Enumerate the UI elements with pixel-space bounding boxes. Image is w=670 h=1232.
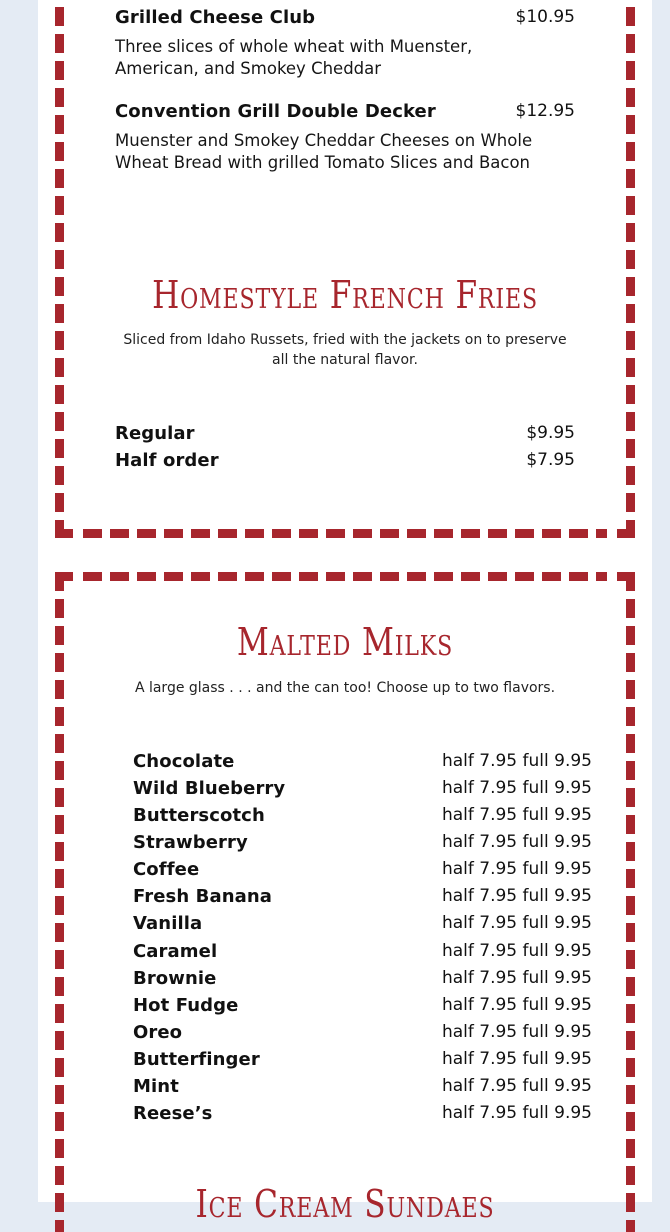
card-corner bbox=[617, 572, 635, 590]
menu-item-row bbox=[133, 913, 592, 940]
menu-item-price: $7.95 bbox=[526, 450, 575, 470]
next-section-title: Ice Cream Sundaes bbox=[195, 1182, 495, 1226]
menu-item-description: Muenster and Smokey Cheddar Cheeses on Whole Wheat Bread with grilled Tomato Slices and Bacon bbox=[115, 131, 533, 172]
menu-item-name: Hot Fudge bbox=[133, 995, 239, 1016]
menu-item-price: half 7.95 full 9.95 bbox=[441, 751, 592, 771]
menu-item-name: Coffee bbox=[133, 859, 200, 880]
menu-item-price: half 7.95 full 9.95 bbox=[441, 832, 592, 852]
menu-item-name: Butterscotch bbox=[133, 805, 265, 826]
menu-item-name: Butterfinger bbox=[133, 1049, 260, 1070]
menu-item-row bbox=[133, 1049, 592, 1076]
card-border-right bbox=[626, 572, 635, 1232]
menu-item-row bbox=[133, 1103, 592, 1130]
menu-item-name: Wild Blueberry bbox=[133, 778, 286, 799]
menu-item-row bbox=[133, 832, 592, 859]
menu-item-price: half 7.95 full 9.95 bbox=[441, 1103, 592, 1123]
menu-item-price: half 7.95 full 9.95 bbox=[441, 805, 592, 825]
card-border-left bbox=[55, 572, 64, 1232]
card-corner bbox=[55, 520, 73, 538]
menu-item-row bbox=[133, 859, 592, 886]
menu-item-name: Chocolate bbox=[133, 751, 235, 772]
menu-item-description: Three slices of whole wheat with Muenster, American, and Smokey Cheddar bbox=[115, 37, 473, 78]
menu-item-name: Regular bbox=[115, 423, 195, 444]
card-corner bbox=[617, 520, 635, 538]
menu-item-row bbox=[133, 886, 592, 913]
menu-item-price: half 7.95 full 9.95 bbox=[441, 968, 592, 988]
menu-item-name: Half order bbox=[115, 450, 219, 471]
menu-item-name: Oreo bbox=[133, 1022, 183, 1043]
menu-item-price: $12.95 bbox=[515, 101, 575, 121]
menu-item-name: Convention Grill Double Decker bbox=[115, 101, 436, 122]
menu-item-price: $9.95 bbox=[526, 423, 575, 443]
menu-item-name: Mint bbox=[133, 1076, 179, 1097]
menu-item-name: Reese’s bbox=[133, 1103, 213, 1124]
section-title: Malted Milks bbox=[236, 620, 454, 664]
menu-item-price: half 7.95 full 9.95 bbox=[441, 859, 592, 879]
menu-item-row bbox=[133, 968, 592, 995]
menu-item-name: Fresh Banana bbox=[133, 886, 273, 907]
menu-item-name: Vanilla bbox=[133, 913, 203, 934]
sandwich-fries-card bbox=[55, 0, 635, 538]
menu-item-row bbox=[133, 751, 592, 778]
menu-item-name: Grilled Cheese Club bbox=[115, 7, 316, 28]
section-title: Homestyle French Fries bbox=[152, 273, 538, 317]
menu-item-row bbox=[133, 1022, 592, 1049]
card-border-top bbox=[83, 572, 607, 581]
menu-item-name: Caramel bbox=[133, 941, 218, 962]
menu-item-price: half 7.95 full 9.95 bbox=[441, 995, 592, 1015]
menu-item-row bbox=[133, 778, 592, 805]
menu-item-name: Brownie bbox=[133, 968, 217, 989]
menu-item-price: half 7.95 full 9.95 bbox=[441, 1076, 592, 1096]
section-description: A large glass . . . and the can too! Choose up to two flavors. bbox=[134, 680, 556, 696]
menu-page bbox=[38, 0, 652, 1226]
menu-item-price: half 7.95 full 9.95 bbox=[441, 941, 592, 961]
menu-item-price: half 7.95 full 9.95 bbox=[441, 913, 592, 933]
card-border-bottom bbox=[83, 529, 607, 538]
menu-item-row bbox=[133, 941, 592, 968]
menu-item-row bbox=[133, 1076, 592, 1103]
menu-item-price: half 7.95 full 9.95 bbox=[441, 886, 592, 906]
menu-item-row bbox=[133, 805, 592, 832]
section-description: Sliced from Idaho Russets, fried with the jackets on to preserve all the natural flavor. bbox=[123, 332, 567, 368]
card-corner bbox=[55, 572, 73, 590]
menu-item-price: half 7.95 full 9.95 bbox=[441, 1022, 592, 1042]
menu-item-price: $10.95 bbox=[515, 7, 575, 27]
card-border-left bbox=[55, 0, 64, 538]
menu-item-price: half 7.95 full 9.95 bbox=[441, 1049, 592, 1069]
card-border-right bbox=[626, 0, 635, 538]
malted-milks-card bbox=[55, 572, 635, 1232]
menu-item-name: Strawberry bbox=[133, 832, 248, 853]
menu-item-row bbox=[133, 995, 592, 1022]
menu-item-price: half 7.95 full 9.95 bbox=[441, 778, 592, 798]
